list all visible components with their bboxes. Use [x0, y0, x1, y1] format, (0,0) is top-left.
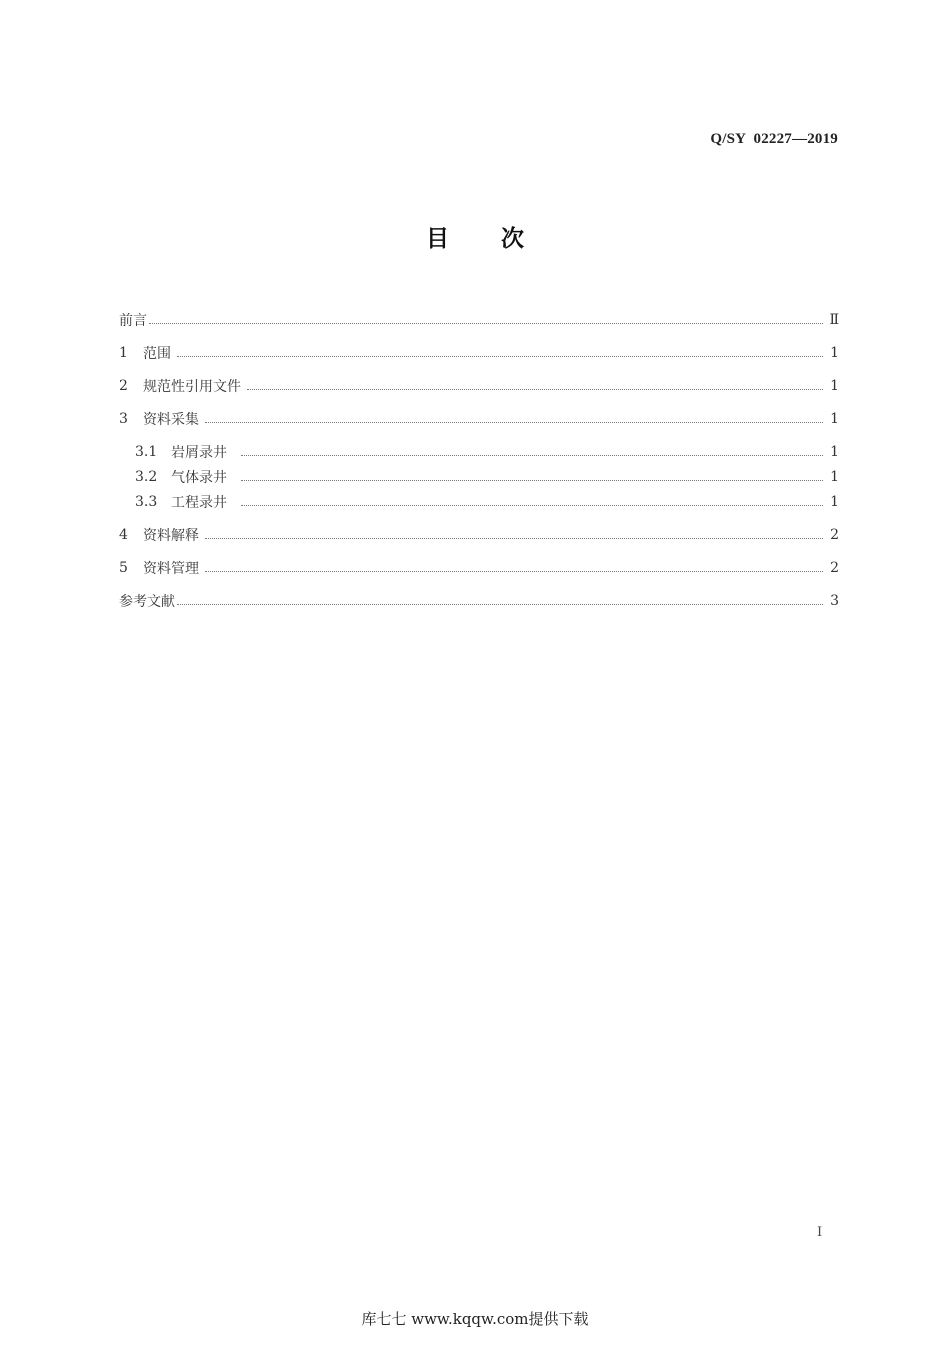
toc-entry-3-3[interactable]: [135, 492, 839, 512]
toc-entry-3-2[interactable]: [135, 467, 839, 487]
toc-entry-label: 前言: [119, 313, 147, 329]
toc-entry-number: 1: [119, 345, 128, 361]
document-code: Q/SY 02227—2019: [710, 131, 838, 147]
toc-entry-label: 资料采集: [143, 412, 199, 428]
toc-entry-label: 气体录井: [171, 470, 227, 486]
toc-entry-5[interactable]: [119, 558, 839, 578]
toc-leader: [205, 422, 823, 423]
toc-entry-page: 1: [830, 378, 839, 394]
toc-entry-page: Ⅱ: [829, 312, 839, 328]
toc-entry-page: 1: [830, 494, 839, 510]
toc-entry-page: 1: [830, 444, 839, 460]
toc-entry-foreword[interactable]: [119, 310, 839, 330]
toc-entry-1[interactable]: [119, 343, 839, 363]
toc-entry-label: 资料管理: [143, 561, 199, 577]
toc-leader: [241, 455, 823, 456]
toc-entry-page: 1: [830, 411, 839, 427]
toc-entry-2[interactable]: [119, 376, 839, 396]
toc-leader: [149, 323, 823, 324]
toc-entry-label: 规范性引用文件: [143, 379, 241, 395]
toc-entry-label: 参考文献: [119, 594, 175, 610]
toc-leader: [241, 505, 823, 506]
toc-entry-number: 5: [119, 560, 128, 576]
toc-entry-label: 范围: [143, 346, 171, 362]
toc-entry-3-1[interactable]: [135, 442, 839, 462]
toc-entry-number: 3: [119, 411, 128, 427]
toc-entry-page: 1: [830, 345, 839, 361]
toc-leader: [247, 389, 823, 390]
toc-entry-label: 资料解释: [143, 528, 199, 544]
toc-title-char-1: 目: [426, 226, 449, 252]
toc-entry-label: 岩屑录井: [171, 445, 227, 461]
toc-leader: [205, 571, 823, 572]
toc-entry-number: 3.2: [135, 469, 158, 485]
toc-entry-page: 1: [830, 469, 839, 485]
toc-entry-3[interactable]: [119, 409, 839, 429]
toc-entry-4[interactable]: [119, 525, 839, 545]
toc-entry-label: 工程录井: [171, 495, 227, 511]
toc-entry-references[interactable]: [119, 591, 839, 611]
toc-leader: [241, 480, 823, 481]
download-source-text: 库七七 www.kqqw.com提供下载: [361, 1310, 589, 1328]
toc-leader: [177, 604, 823, 605]
toc-leader: [177, 356, 823, 357]
toc-title-char-2: 次: [501, 226, 524, 252]
toc-entry-page: 3: [830, 593, 839, 609]
toc-entry-number: 4: [119, 527, 128, 543]
toc-entry-page: 2: [830, 527, 839, 543]
toc-entry-page: 2: [830, 560, 839, 576]
page-number: I: [817, 1225, 823, 1240]
toc-title: [0, 220, 950, 253]
toc-leader: [205, 538, 823, 539]
toc-entry-number: 3.1: [135, 444, 158, 460]
toc-entry-number: 2: [119, 378, 128, 394]
toc-entry-number: 3.3: [135, 494, 158, 510]
